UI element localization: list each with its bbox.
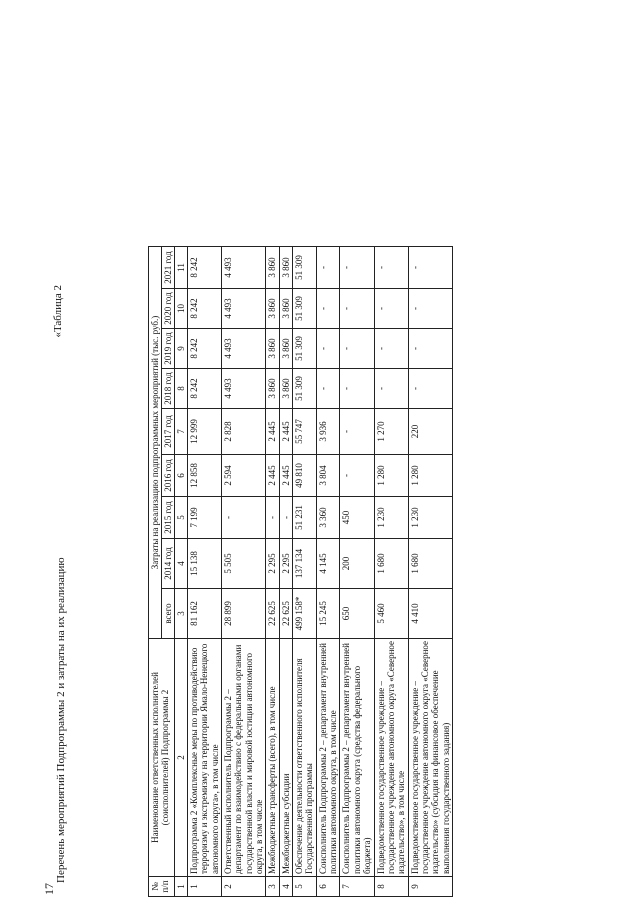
col-number: 9 (175, 329, 188, 369)
col-number: 3 (175, 589, 188, 639)
header-year-2016: 2016 год (162, 455, 175, 497)
table-row (188, 247, 222, 897)
cell-year-value: - (340, 369, 374, 409)
cell-year-value: 2 295 (266, 539, 279, 589)
cell-total: 4 410 (408, 589, 452, 639)
cell-year-value: 3 936 (316, 409, 340, 455)
cell-year-value: 3 804 (316, 455, 340, 497)
cell-year-value: 49 810 (293, 455, 317, 497)
row-number: 9 (408, 877, 452, 897)
row-name: Подведомственное государственное учреждение – государственное учреждение автономного округа «Северное издательство», в том числе (374, 639, 408, 877)
cell-year-value: - (374, 329, 408, 369)
cell-year-value: - (340, 455, 374, 497)
cell-year-value: 51 231 (293, 497, 317, 539)
cell-year-value: 2 295 (279, 539, 292, 589)
cell-year-value: 12 858 (188, 455, 222, 497)
cell-total: 81 162 (188, 589, 222, 639)
page-number: 17 (42, 883, 56, 895)
cell-year-value: 450 (340, 497, 374, 539)
cell-year-value: - (408, 289, 452, 329)
cell-year-value: 1 230 (408, 497, 452, 539)
cell-year-value: 51 309 (293, 329, 317, 369)
row-number: 6 (316, 877, 340, 897)
row-number: 3 (266, 877, 279, 897)
row-name: Соисполнитель Подпрограммы 2 – департамент внутренней политики автономного округа, в том числе (316, 639, 340, 877)
cell-year-value: 4 145 (316, 539, 340, 589)
cell-year-value: 200 (340, 539, 374, 589)
header-year-2020: 2020 год (162, 289, 175, 329)
cell-total: 28 899 (222, 589, 266, 639)
cell-year-value: 2 594 (222, 455, 266, 497)
header-year-2015: 2015 год (162, 497, 175, 539)
row-name: Подведомственное государственное учреждение – государственное учреждение автономного округа «Северное издательство» (субсидия на финансовое обеспечение выполнения государственного задания) (408, 639, 452, 877)
cell-year-value: 2 445 (266, 455, 279, 497)
header-year-2021: 2021 год (162, 247, 175, 289)
cell-year-value: - (374, 247, 408, 289)
cell-year-value: 1 280 (408, 455, 452, 497)
cell-year-value: - (316, 369, 340, 409)
row-name: Ответственный исполнитель Подпрограммы 2 – департамент по взаимодействию с федеральными органами государственной власти и мировой юстиции автономного округа, в том числе (222, 639, 266, 877)
header-total: всего (162, 589, 175, 639)
cell-year-value: 55 747 (293, 409, 317, 455)
table-row (266, 247, 279, 897)
cell-year-value: 7 199 (188, 497, 222, 539)
cell-year-value: 3 860 (279, 329, 292, 369)
cell-year-value: 4 493 (222, 369, 266, 409)
cell-year-value: 8 242 (188, 247, 222, 289)
cell-year-value: - (279, 497, 292, 539)
table-caption: «Таблица 2 (52, 285, 64, 338)
table-heading: Перечень мероприятий Подпрограммы 2 и затраты на их реализацию (55, 557, 67, 883)
cell-year-value: 4 493 (222, 329, 266, 369)
cell-year-value: - (408, 329, 452, 369)
cell-year-value: 4 493 (222, 247, 266, 289)
table-row (408, 247, 452, 897)
col-number: 5 (175, 497, 188, 539)
header-costs-group: Затраты на реализацию подпрограммных мероприятий (тыс. руб.) (149, 247, 162, 639)
cell-year-value: 1 280 (374, 455, 408, 497)
cell-year-value: - (340, 409, 374, 455)
cell-year-value: - (408, 369, 452, 409)
cell-year-value: 8 242 (188, 289, 222, 329)
cell-year-value: 3 860 (266, 247, 279, 289)
cell-year-value: - (340, 329, 374, 369)
header-no: № п/п (149, 877, 175, 897)
cell-total: 650 (340, 589, 374, 639)
cell-year-value: - (374, 289, 408, 329)
cell-year-value: - (374, 369, 408, 409)
cell-total: 5 460 (374, 589, 408, 639)
row-number: 5 (293, 877, 317, 897)
col-number: 6 (175, 455, 188, 497)
col-number: 11 (175, 247, 188, 289)
cell-year-value: 3 860 (279, 247, 292, 289)
table-row (340, 247, 374, 897)
cell-year-value: 3 860 (266, 289, 279, 329)
cell-year-value: 5 505 (222, 539, 266, 589)
row-name: Межбюджетные субсидии (279, 639, 292, 877)
col-number: 1 (175, 877, 188, 897)
cell-year-value: - (408, 247, 452, 289)
col-number: 8 (175, 369, 188, 409)
cell-year-value: - (340, 289, 374, 329)
cell-year-value: 8 242 (188, 369, 222, 409)
row-name: Обеспечение деятельности ответственного исполнителя Государственной программы (293, 639, 317, 877)
row-number: 7 (340, 877, 374, 897)
cell-year-value: - (316, 329, 340, 369)
cell-year-value: 2 445 (279, 455, 292, 497)
cell-year-value: - (222, 497, 266, 539)
cell-year-value: 51 309 (293, 289, 317, 329)
cell-year-value: - (316, 289, 340, 329)
header-year-2019: 2019 год (162, 329, 175, 369)
table-row (374, 247, 408, 897)
row-name: Подпрограмма 2 «Комплексные меры по противодействию терроризму и экстремизму на территории Ямало-Ненецкого автономного округа», в том числе (188, 639, 222, 877)
cell-year-value: 2 828 (222, 409, 266, 455)
table-row (279, 247, 292, 897)
cell-year-value: 4 493 (222, 289, 266, 329)
cell-year-value: 51 309 (293, 369, 317, 409)
cell-year-value: 1 680 (374, 539, 408, 589)
col-number: 7 (175, 409, 188, 455)
cell-year-value: 15 138 (188, 539, 222, 589)
col-number: 2 (175, 639, 188, 877)
cell-year-value: 1 680 (408, 539, 452, 589)
cell-year-value: 1 230 (374, 497, 408, 539)
header-row-1 (149, 247, 162, 897)
cell-year-value: - (316, 247, 340, 289)
costs-table (148, 246, 453, 897)
cell-total: 22 625 (279, 589, 292, 639)
row-number: 8 (374, 877, 408, 897)
table-row (316, 247, 340, 897)
cell-year-value: 3 860 (266, 369, 279, 409)
cell-year-value: 8 242 (188, 329, 222, 369)
header-year-2018: 2018 год (162, 369, 175, 409)
column-number-row (175, 247, 188, 897)
header-year-2017: 2017 год (162, 409, 175, 455)
cell-year-value: 3 360 (316, 497, 340, 539)
table-row (222, 247, 266, 897)
table-body (188, 247, 453, 897)
col-number: 4 (175, 539, 188, 589)
cell-total: 499 158* (293, 589, 317, 639)
cell-year-value: - (340, 247, 374, 289)
header-name: Наименование ответственных исполнителей (соисполнителей) Подпрограммы 2 (149, 639, 175, 877)
row-number: 2 (222, 877, 266, 897)
cell-year-value: 12 999 (188, 409, 222, 455)
row-number: 1 (188, 877, 222, 897)
cell-year-value: - (266, 497, 279, 539)
row-name: Соисполнитель Подпрограммы 2 – департамент внутренней политики автономного округа (средства федерального бюджета) (340, 639, 374, 877)
cell-year-value: 1 270 (374, 409, 408, 455)
cell-year-value: 51 309 (293, 247, 317, 289)
cell-year-value: 2 445 (266, 409, 279, 455)
header-year-2014: 2014 год (162, 539, 175, 589)
cell-year-value: 3 860 (279, 289, 292, 329)
col-number: 10 (175, 289, 188, 329)
cell-total: 22 625 (266, 589, 279, 639)
cell-year-value: 220 (408, 409, 452, 455)
cell-year-value: 137 134 (293, 539, 317, 589)
cell-year-value: 3 860 (279, 369, 292, 409)
cell-total: 15 245 (316, 589, 340, 639)
table-row (293, 247, 317, 897)
row-name: Межбюджетные трансферты (всего), в том числе (266, 639, 279, 877)
cell-year-value: 3 860 (266, 329, 279, 369)
row-number: 4 (279, 877, 292, 897)
cell-year-value: 2 445 (279, 409, 292, 455)
